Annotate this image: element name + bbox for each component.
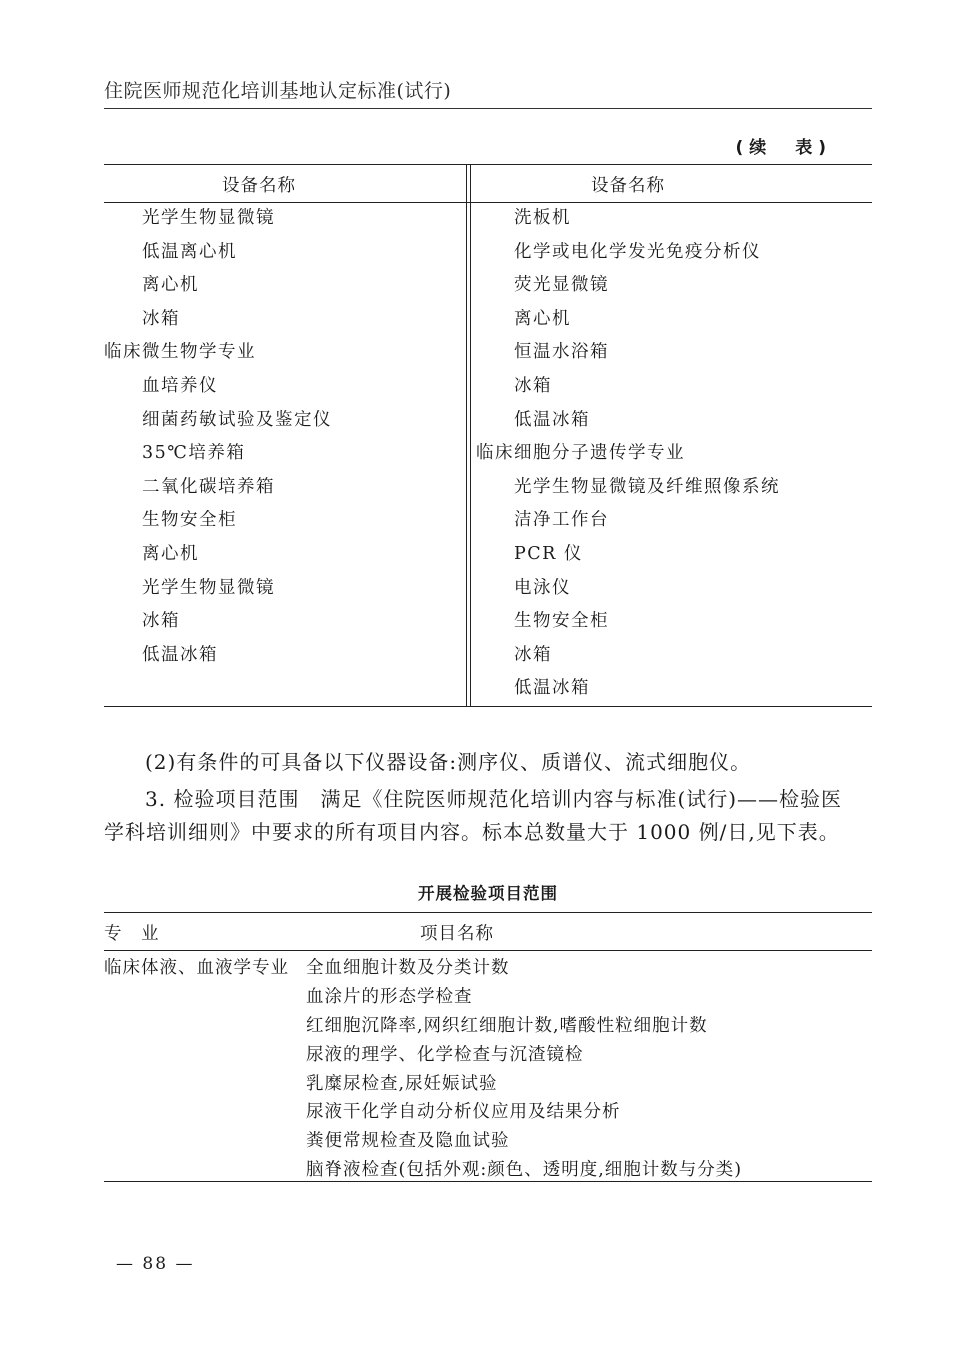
table-bottom-rule <box>104 706 872 707</box>
column-header-left: 设备名称 <box>222 176 296 196</box>
table-column-divider <box>466 164 467 706</box>
column-header-right: 设备名称 <box>591 176 665 196</box>
equipment-item: 光学生物显微镜及纤维照像系统 <box>514 476 780 497</box>
table-top-rule <box>104 912 872 913</box>
equipment-item: 低温冰箱 <box>514 678 590 699</box>
equipment-item: 光学生物显微镜 <box>142 577 275 598</box>
equipment-item: 35℃培养箱 <box>142 443 246 464</box>
items-column <box>306 954 742 1185</box>
equipment-item: 电泳仪 <box>514 577 571 598</box>
continued-label: (续 表) <box>735 138 832 158</box>
test-item: 尿液干化学自动分析仪应用及结果分析 <box>306 1102 621 1123</box>
equipment-item: 生物安全柜 <box>142 510 237 531</box>
page-number: — 88 — <box>116 1254 195 1274</box>
specialty-cell: 临床体液、血液学专业 <box>104 958 289 978</box>
equipment-item: 洁净工作台 <box>514 510 609 531</box>
test-item: 血涂片的形态学检查 <box>306 986 473 1007</box>
equipment-item: 冰箱 <box>142 308 180 329</box>
paragraph-optional-equipment: (2)有条件的可具备以下仪器设备:测序仪、质谱仪、流式细胞仪。 <box>145 750 752 774</box>
equipment-item: 光学生物显微镜 <box>142 208 275 228</box>
test-item: 红细胞沉降率,网织红细胞计数,嗜酸性粒细胞计数 <box>306 1015 708 1036</box>
table-top-rule <box>104 164 872 165</box>
equipment-item: 洗板机 <box>514 208 571 228</box>
specialty-heading: 临床微生物学专业 <box>104 342 256 363</box>
test-item: 脑脊液检查(包括外观:颜色、透明度,细胞计数与分类) <box>306 1160 743 1181</box>
running-header: 住院医师规范化培训基地认定标准(试行) <box>104 80 452 102</box>
equipment-item: 低温冰箱 <box>514 409 590 430</box>
test-item: 全血细胞计数及分类计数 <box>306 958 510 978</box>
test-item: 尿液的理学、化学检查与沉渣镜检 <box>306 1044 584 1065</box>
equipment-item: 血培养仪 <box>142 375 218 396</box>
equipment-item: 离心机 <box>142 543 199 564</box>
equipment-item: 离心机 <box>142 275 199 296</box>
column-header-items: 项目名称 <box>420 924 494 944</box>
paragraph-scope-line1: 3. 检验项目范围 满足《住院医师规范化培训内容与标准(试行)——检验医 <box>145 787 843 811</box>
table-column-divider <box>470 164 471 706</box>
equipment-item: 冰箱 <box>514 644 552 665</box>
equipment-item: 离心机 <box>514 308 571 329</box>
header-rule <box>104 108 872 109</box>
equipment-item: 荧光显微镜 <box>514 275 609 296</box>
column-header-specialty: 专 业 <box>104 924 160 944</box>
equipment-item: 低温冰箱 <box>142 644 218 665</box>
equipment-column-left <box>104 202 332 672</box>
equipment-item: 冰箱 <box>142 611 180 632</box>
equipment-item: 生物安全柜 <box>514 611 609 632</box>
table-caption: 开展检验项目范围 <box>418 884 558 903</box>
equipment-item: 二氧化碳培养箱 <box>142 476 275 497</box>
equipment-item: 低温离心机 <box>142 241 237 262</box>
table-header-rule <box>104 950 872 951</box>
equipment-item: PCR 仪 <box>514 543 583 564</box>
equipment-column-right <box>476 202 780 706</box>
paragraph-scope-line2: 学科培训细则》中要求的所有项目内容。标本总数量大于 1000 例/日,见下表。 <box>104 820 840 844</box>
specialty-heading: 临床细胞分子遗传学专业 <box>476 443 685 464</box>
equipment-item: 细菌药敏试验及鉴定仪 <box>142 409 332 430</box>
equipment-item: 化学或电化学发光免疫分析仪 <box>514 241 761 262</box>
test-item: 乳糜尿检查,尿妊娠试验 <box>306 1073 498 1094</box>
equipment-item: 冰箱 <box>514 375 552 396</box>
test-item: 粪便常规检查及隐血试验 <box>306 1131 510 1152</box>
equipment-item: 恒温水浴箱 <box>514 342 609 363</box>
